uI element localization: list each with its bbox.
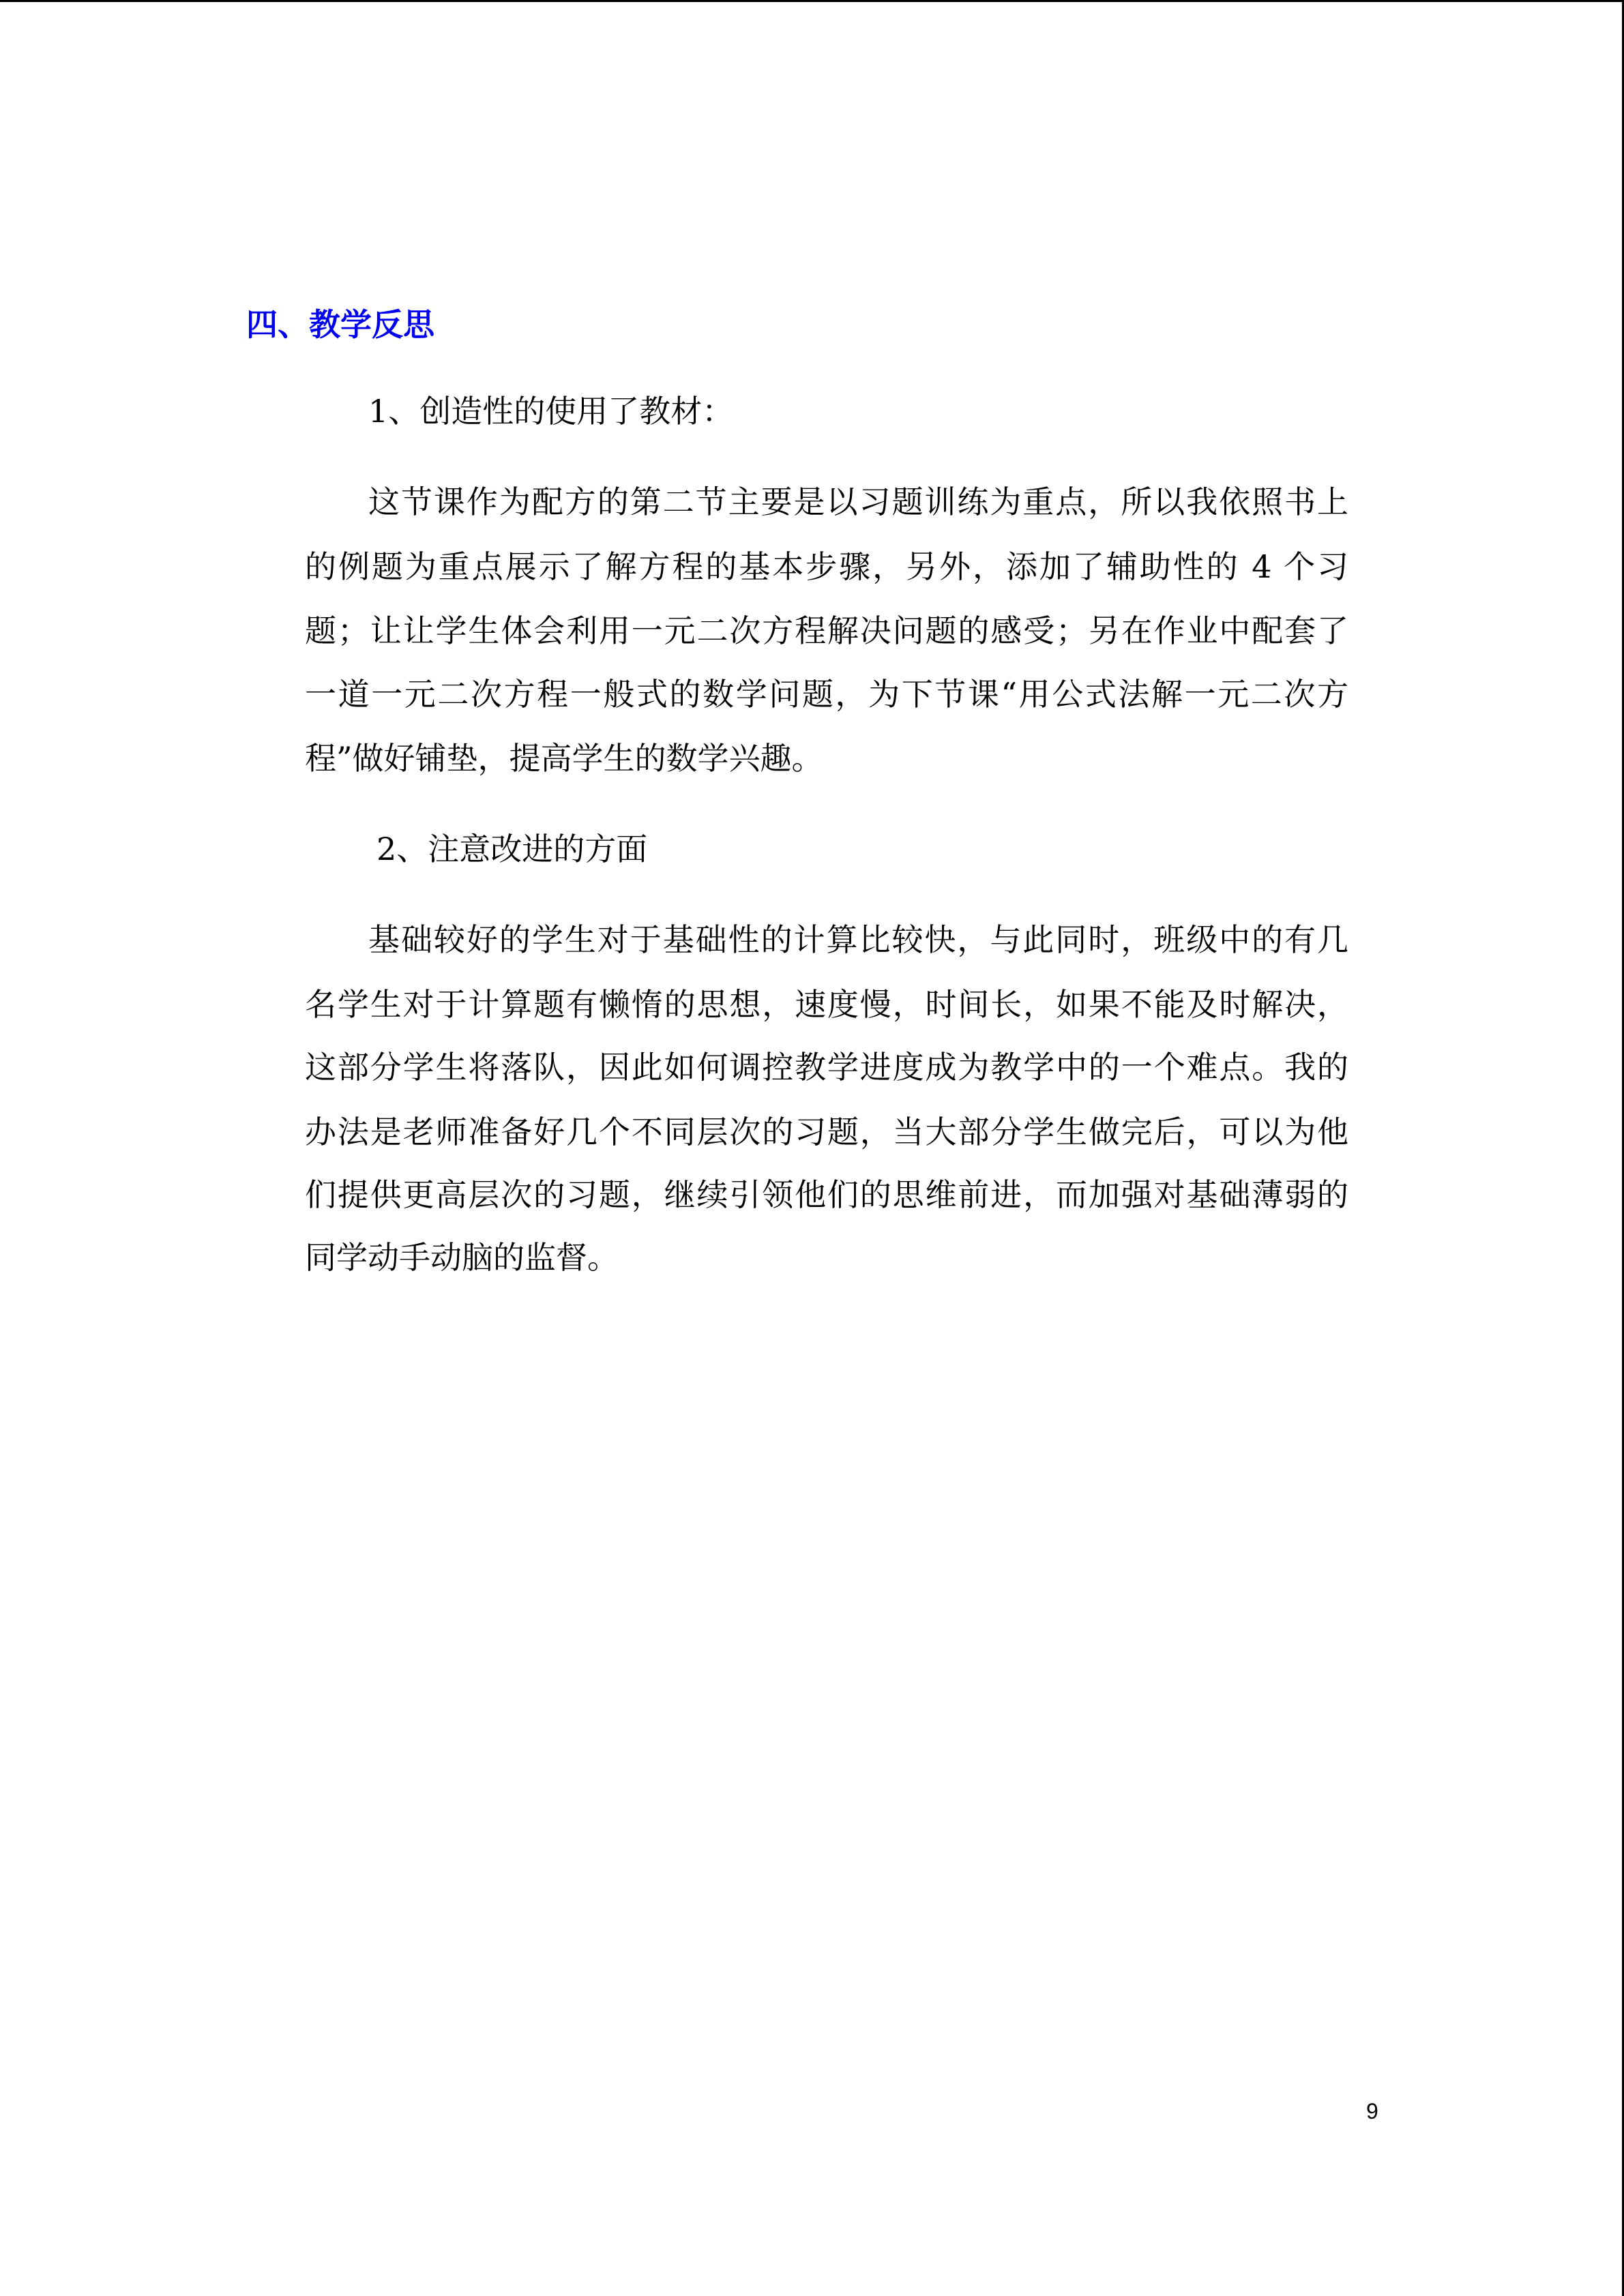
paragraph-line: 这部分学生将落队，因此如何调控教学进度成为教学中的一个难点。我的 — [305, 1049, 1348, 1086]
paragraph-line: 的例题为重点展示了解方程的基本步骤，另外，添加了辅助性的 4 个习 — [305, 548, 1348, 585]
paragraph-line: 一道一元二次方程一般式的数学问题，为下节课“用公式法解一元二次方 — [305, 676, 1348, 713]
paragraph-line: 这节课作为配方的第二节主要是以习题训练为重点，所以我依照书上 — [368, 483, 1348, 520]
paragraph-line: 程”做好铺垫，提高学生的数学兴趣。 — [305, 740, 823, 777]
subsection-title-2: 2、注意改进的方面 — [377, 831, 648, 867]
page-top-border — [0, 0, 1624, 2]
section-heading: 四、教学反思 — [246, 306, 434, 343]
subsection-title-1: 1、创造性的使用了教材： — [368, 393, 734, 430]
paragraph-line: 同学动手动脑的监督。 — [305, 1239, 619, 1276]
paragraph-line: 办法是老师准备好几个不同层次的习题，当大部分学生做完后，可以为他 — [305, 1114, 1348, 1150]
paragraph-line: 们提供更高层次的习题，继续引领他们的思维前进，而加强对基础薄弱的 — [305, 1176, 1348, 1213]
paragraph-line: 题；让让学生体会利用一元二次方程解决问题的感受；另在作业中配套了 — [305, 612, 1348, 649]
page-number: 9 — [1366, 2099, 1378, 2123]
paragraph-line: 名学生对于计算题有懒惰的思想，速度慢，时间长，如果不能及时解决， — [305, 986, 1348, 1023]
paragraph-line: 基础较好的学生对于基础性的计算比较快，与此同时，班级中的有几 — [368, 921, 1348, 958]
